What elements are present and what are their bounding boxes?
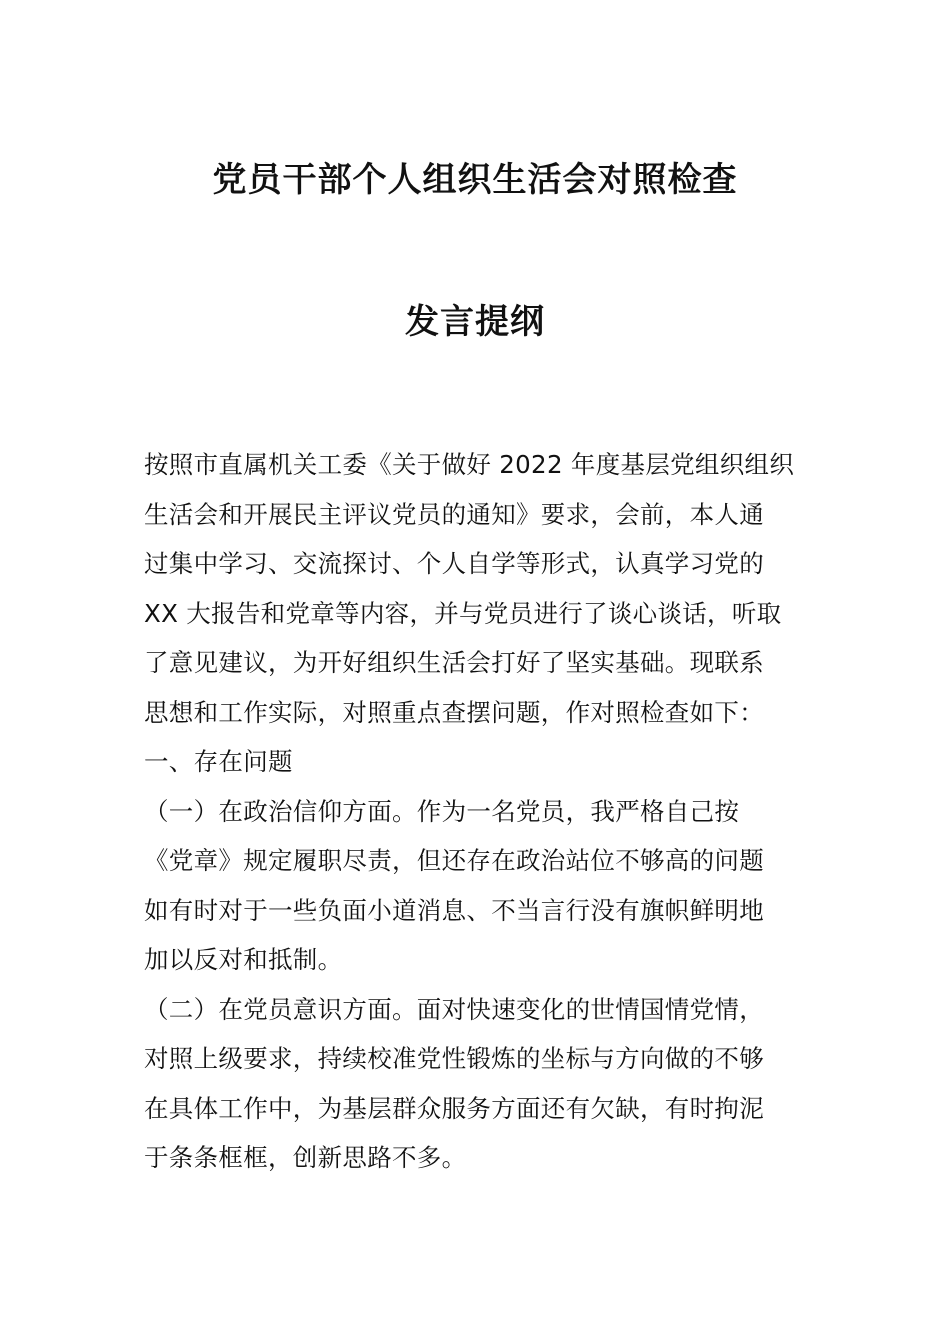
body-line: （二）在党员意识方面。面对快速变化的世情国情党情， — [144, 994, 764, 1024]
body-line: 按照市直属机关工委《关于做好 2022 年度基层党组织组织 — [144, 450, 795, 479]
body-line: 思想和工作实际，对照重点查摆问题，作对照检查如下： — [144, 697, 764, 727]
body-line: 生活会和开展民主评议党员的通知》要求，会前，本人通 — [144, 499, 764, 529]
body-line: 加以反对和抵制。 — [144, 945, 343, 974]
body-line: 过集中学习、交流探讨、个人自学等形式，认真学习党的 — [144, 549, 764, 578]
body-line: 如有时对于一些负面小道消息、不当言行没有旗帜鲜明地 — [144, 895, 764, 925]
document-title-line-2: 发言提纲 — [405, 302, 545, 342]
document-title-line-1: 党员干部个人组织生活会对照检查 — [212, 160, 738, 200]
body-line: 在具体工作中，为基层群众服务方面还有欠缺，有时拘泥 — [144, 1093, 764, 1123]
document-body — [144, 440, 810, 1183]
section-heading: 一、存在问题 — [144, 747, 293, 776]
body-line: 了意见建议，为开好组织生活会打好了坚实基础。现联系 — [144, 648, 764, 677]
body-line: 对照上级要求，持续校准党性锻炼的坐标与方向做的不够 — [144, 1044, 764, 1073]
body-line: （一）在政治信仰方面。作为一名党员，我严格自己按 — [144, 796, 740, 826]
body-line: XX 大报告和党章等内容，并与党员进行了谈心谈话，听取 — [144, 598, 782, 628]
body-line: 《党章》规定履职尽责，但还存在政治站位不够高的问题 — [144, 846, 764, 875]
body-line: 于条条框框，创新思路不多。 — [144, 1143, 467, 1172]
